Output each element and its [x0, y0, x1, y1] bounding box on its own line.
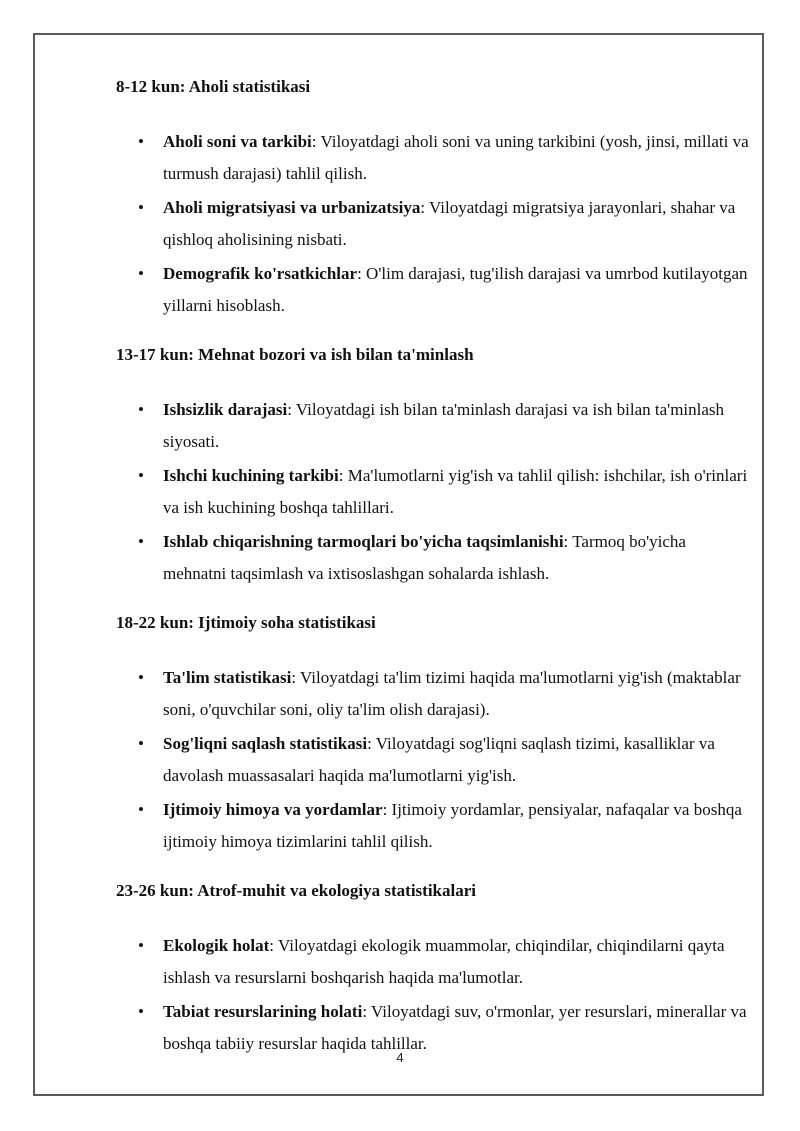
list-item	[116, 126, 752, 190]
section-mehnat-bozori	[116, 344, 752, 590]
section-ijtimoiy-soha	[116, 612, 752, 858]
list-item	[116, 460, 752, 524]
bullet-list	[116, 930, 752, 1060]
item-text: : Tarmoq bo'yicha mehnatni taqsimlash va ixtisoslashgan sohalarda ishlash.	[163, 532, 686, 583]
section-heading: 23-26 kun: Atrof-muhit va ekologiya statistikalari	[116, 881, 477, 900]
section-atrof-muhit	[116, 880, 752, 1060]
item-term: Ishlab chiqarishning tarmoqlari bo'yicha taqsimlanishi	[163, 532, 564, 551]
item-text: : Viloyatdagi ish bilan ta'minlash darajasi va ish bilan ta'minlash siyosati.	[163, 400, 725, 451]
page-number: 4	[396, 1050, 404, 1065]
item-text: : Ma'lumotlarni yig'ish va tahlil qilish: ishchilar, ish o'rinlari va ish kuchining boshqa tahlillari.	[163, 466, 748, 517]
bullet-list	[116, 126, 752, 322]
item-term: Ta'lim statistikasi	[163, 668, 292, 687]
item-term: Aholi migratsiyasi va urbanizatsiya	[163, 198, 421, 217]
item-term: Tabiat resurslarining holati	[163, 1002, 363, 1021]
item-term: Ishsizlik darajasi	[163, 400, 288, 419]
item-term: Ishchi kuchining tarkibi	[163, 466, 339, 485]
list-item	[116, 662, 752, 726]
item-term: Sog'liqni saqlash statistikasi	[163, 734, 368, 753]
list-item	[116, 728, 752, 792]
item-text: : Viloyatdagi ta'lim tizimi haqida ma'lumotlarni yig'ish (maktablar soni, o'quvchilar soni, oliy ta'lim olish darajasi).	[163, 668, 741, 719]
item-text: : Viloyatdagi suv, o'rmonlar, yer resurslari, minerallar va boshqa tabiiy resurslar haqida tahlillar.	[163, 1002, 747, 1053]
item-text: : Viloyatdagi migratsiya jarayonlari, shahar va qishloq aholisining nisbati.	[163, 198, 736, 249]
list-item	[116, 258, 752, 322]
list-item	[116, 930, 752, 994]
list-item	[116, 794, 752, 858]
document-content	[116, 76, 752, 1062]
bullet-list	[116, 394, 752, 590]
list-item	[116, 192, 752, 256]
item-text: : Ijtimoiy yordamlar, pensiyalar, nafaqalar va boshqa ijtimoiy himoya tizimlarini tahlil qilish.	[163, 800, 742, 851]
item-term: Ekologik holat	[163, 936, 270, 955]
item-text: : Viloyatdagi sog'liqni saqlash tizimi, kasalliklar va davolash muassasalari haqida ma'lumotlarni yig'ish.	[163, 734, 715, 785]
item-text: : Viloyatdagi ekologik muammolar, chiqindilar, chiqindilarni qayta ishlash va resurslarni boshqarish haqida ma'lumotlar.	[163, 936, 725, 987]
list-item	[116, 394, 752, 458]
item-term: Aholi soni va tarkibi	[163, 132, 312, 151]
item-term: Demografik ko'rsatkichlar	[163, 264, 358, 283]
item-term: Ijtimoiy himoya va yordamlar	[163, 800, 383, 819]
list-item	[116, 526, 752, 590]
section-aholi-statistikasi	[116, 76, 752, 322]
item-text: : Viloyatdagi aholi soni va uning tarkibini (yosh, jinsi, millati va turmush darajasi) tahlil qilish.	[163, 132, 749, 183]
section-heading: 13-17 kun: Mehnat bozori va ish bilan ta'minlash	[116, 345, 474, 364]
bullet-list	[116, 662, 752, 858]
item-text: : O'lim darajasi, tug'ilish darajasi va umrbod kutilayotgan yillarni hisoblash.	[163, 264, 748, 315]
section-heading: 18-22 kun: Ijtimoiy soha statistikasi	[116, 613, 376, 632]
section-heading: 8-12 kun: Aholi statistikasi	[116, 77, 311, 96]
